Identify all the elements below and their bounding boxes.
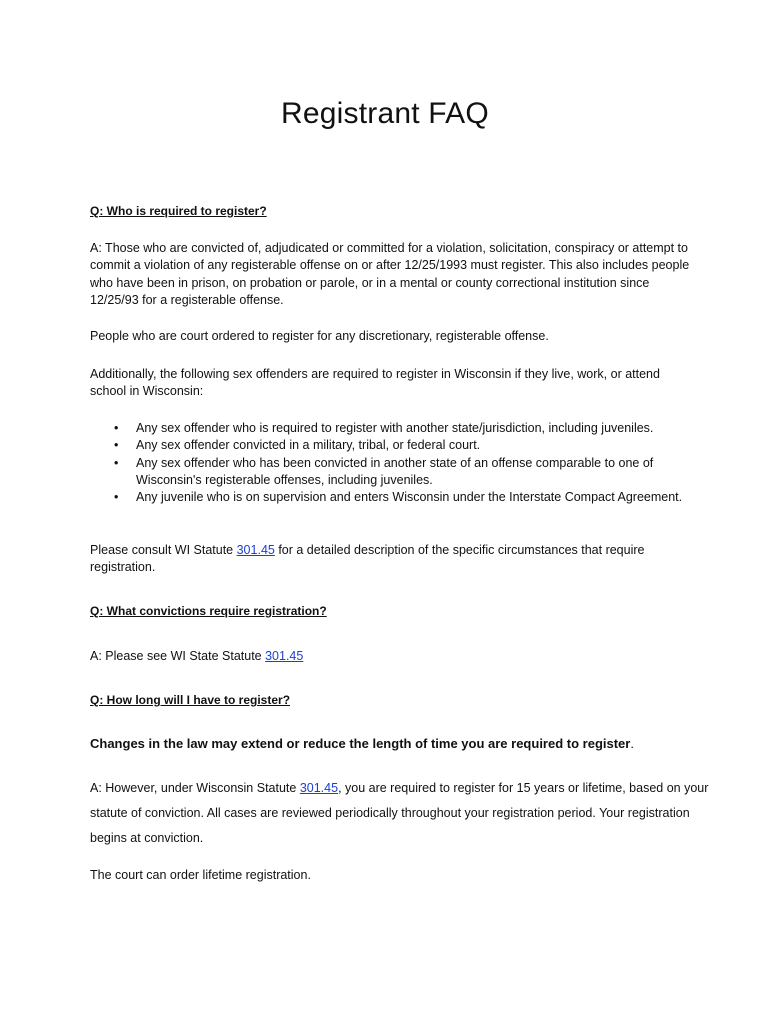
page-title: Registrant FAQ <box>281 97 489 130</box>
question-what-convictions: Q: What convictions require registration? <box>90 604 327 618</box>
answer-text-after: , you are required to register for 15 years or lifetime, based on your statute of conviction. All cases are reviewed periodically throughout your registration period. Your registration begins at conviction. <box>90 781 709 845</box>
answer-what-convictions <box>90 648 690 665</box>
statute-link[interactable]: 301.45 <box>236 543 275 557</box>
answer-how-long <box>90 776 710 851</box>
statute-link[interactable]: 301.45 <box>299 781 339 795</box>
law-changes-notice <box>90 735 710 753</box>
list-item: • Any juvenile who is on supervision and enters Wisconsin under the Interstate Compact Agreement. <box>90 489 690 506</box>
statute-link[interactable]: 301.45 <box>265 649 304 663</box>
question-who-must-register: Q: Who is required to register? <box>90 204 267 218</box>
consult-statute-paragraph <box>90 542 690 577</box>
court-lifetime-paragraph: The court can order lifetime registration. <box>90 868 311 882</box>
consult-text-after: for a detailed description of the specific circumstances that require registration. <box>90 543 645 575</box>
additionally-paragraph: Additionally, the following sex offenders are required to register in Wisconsin if they live, work, or attend school in Wisconsin: <box>90 367 660 399</box>
answer-text-before: A: However, under Wisconsin Statute <box>90 781 300 795</box>
consult-text-before: Please consult WI Statute <box>90 543 237 557</box>
list-item: • Any sex offender who has been convicted in another state of an offense comparable to one of Wisconsin's registerable offenses, including juveniles. <box>90 455 690 490</box>
list-item: • Any sex offender convicted in a military, tribal, or federal court. <box>90 437 690 454</box>
court-ordered-paragraph: People who are court ordered to register for any discretionary, registerable offense. <box>90 329 549 343</box>
question-how-long: Q: How long will I have to register? <box>90 693 291 707</box>
law-changes-period: . <box>630 736 634 751</box>
answer-who-must-register: A: Those who are convicted of, adjudicated or committed for a violation, solicitation, conspiracy or attempt to commit a violation of any registerable offense on or after 12/25/1993 must register. This also includes people who have been in prison, on probation or parole, or in a mental or county correctional institution since 12/25/93 for a registerable offense. <box>90 241 690 307</box>
answer-text-before: A: Please see WI State Statute <box>90 649 266 663</box>
offender-list <box>90 420 690 506</box>
list-item: • Any sex offender who is required to register with another state/jurisdiction, including juveniles. <box>90 420 690 437</box>
law-changes-text: Changes in the law may extend or reduce the length of time you are required to register <box>90 736 631 751</box>
